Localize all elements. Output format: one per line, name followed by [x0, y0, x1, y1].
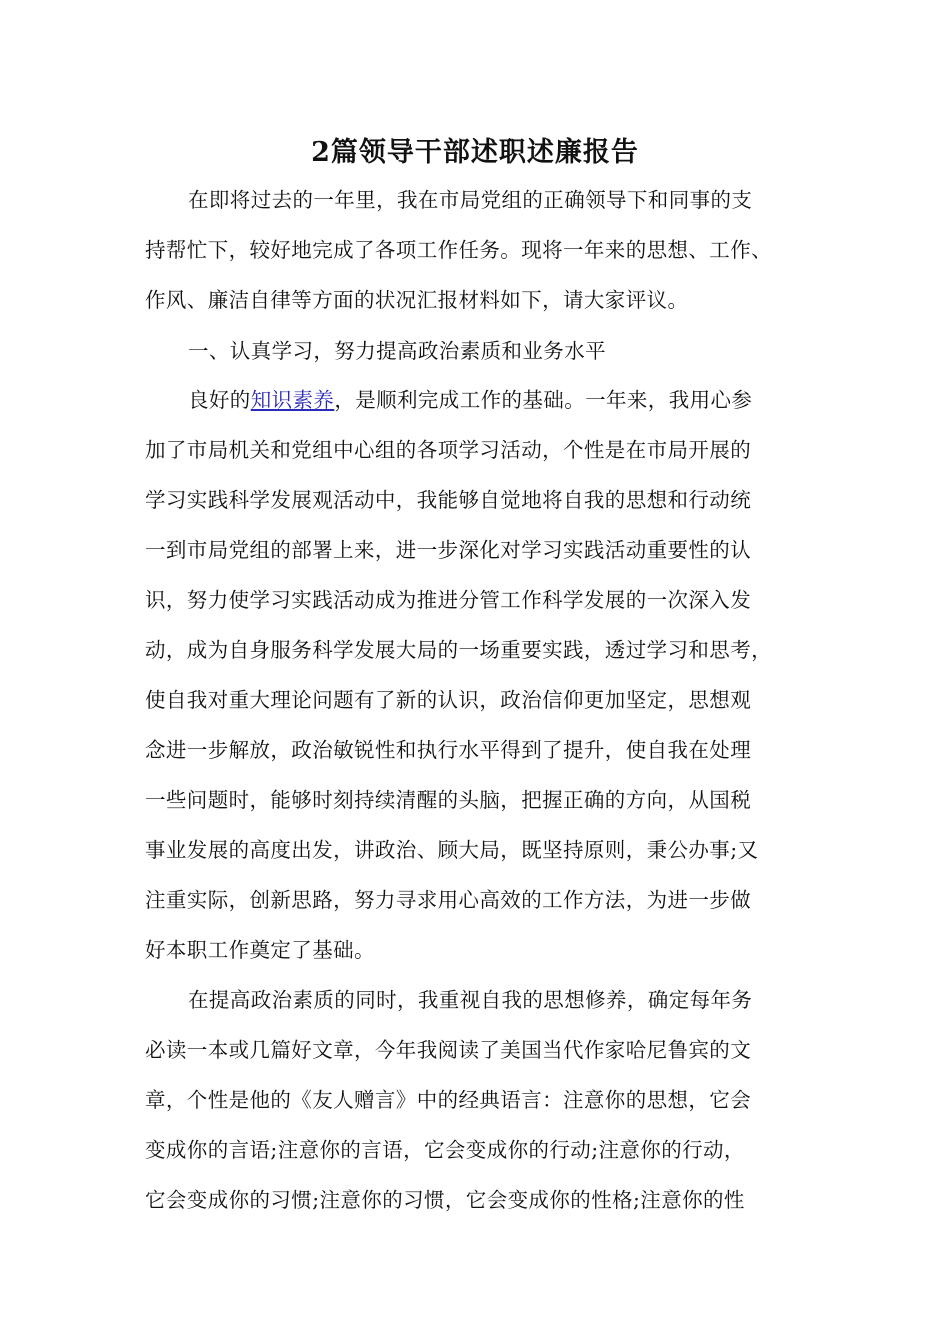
- paragraph-line: 念进一步解放，政治敏锐性和执行水平得到了提升，使自我在处理: [145, 738, 752, 762]
- paragraph-line: 在即将过去的一年里，我在市局党组的正确领导下和同事的支: [188, 188, 753, 212]
- paragraph-line: 在提高政治素质的同时，我重视自我的思想修养，确定每年务: [188, 988, 753, 1012]
- paragraph-line: 识，努力使学习实践活动成为推进分管工作科学发展的一次深入发: [145, 588, 752, 612]
- paragraph-line: 变成你的言语;注意你的言语，它会变成你的行动;注意你的行动，: [145, 1138, 745, 1162]
- paragraph-line: 必读一本或几篇好文章，今年我阅读了美国当代作家哈尼鲁宾的文: [145, 1038, 752, 1062]
- paragraph-line: 动，成为自身服务科学发展大局的一场重要实践，透过学习和思考，: [145, 638, 772, 662]
- text-span: ，是顺利完成工作的基础。一年来，我用心参: [334, 388, 753, 412]
- paragraph-line: 好本职工作奠定了基础。: [145, 938, 375, 962]
- paragraph-line: 章，个性是他的《友人赠言》中的经典语言：注意你的思想，它会: [145, 1088, 752, 1112]
- text-span: 良好的: [188, 388, 251, 412]
- paragraph-line: 学习实践科学发展观活动中，我能够自觉地将自我的思想和行动统: [145, 488, 752, 512]
- section-heading: 一、认真学习，努力提高政治素质和业务水平: [188, 339, 606, 363]
- paragraph-line: 一些问题时，能够时刻持续清醒的头脑，把握正确的方向，从国税: [145, 788, 752, 812]
- paragraph-line: 注重实际，创新思路，努力寻求用心高效的工作方法，为进一步做: [145, 888, 752, 912]
- paragraph-line: [188, 385, 752, 415]
- paragraph-line: 持帮忙下，较好地完成了各项工作任务。现将一年来的思想、工作、: [145, 238, 772, 262]
- document-title: 2篇领导干部述职述廉报告: [311, 137, 639, 168]
- paragraph-line: 一到市局党组的部署上来，进一步深化对学习实践活动重要性的认: [145, 538, 752, 562]
- paragraph-line: 事业发展的高度出发，讲政治、顾大局，既坚持原则，秉公办事;又: [145, 838, 759, 862]
- paragraph-line: 作风、廉洁自律等方面的状况汇报材料如下，请大家评议。: [145, 288, 689, 312]
- paragraph-line: 它会变成你的习惯;注意你的习惯，它会变成你的性格;注意你的性: [145, 1188, 745, 1212]
- paragraph-line: 加了市局机关和党组中心组的各项学习活动，个性是在市局开展的: [145, 438, 752, 462]
- paragraph-line: 使自我对重大理论问题有了新的认识，政治信仰更加坚定，思想观: [145, 688, 752, 712]
- knowledge-link[interactable]: 知识素养: [250, 388, 335, 412]
